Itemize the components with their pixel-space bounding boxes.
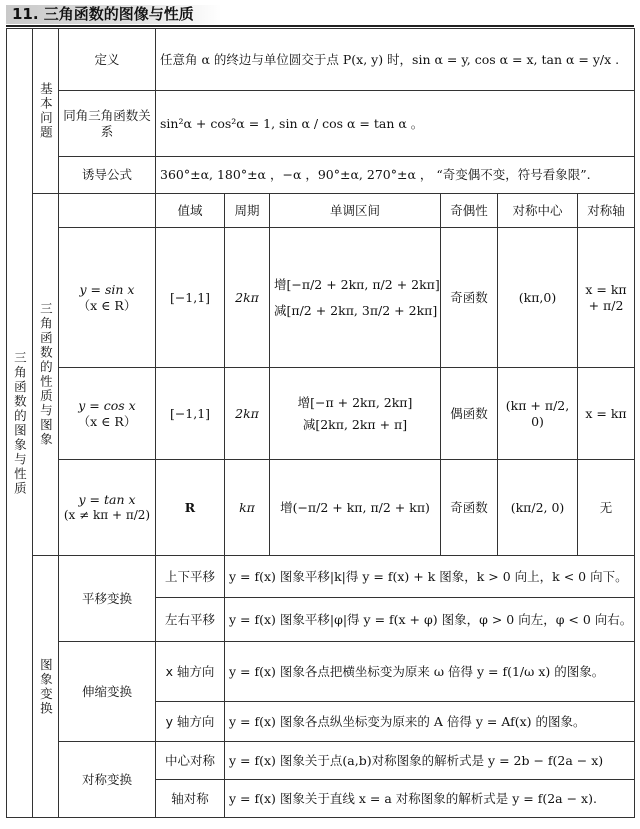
page-title: 11. 三角函数的图像与性质 <box>12 5 194 23</box>
transform-section-label: 图象变换 <box>33 556 59 818</box>
header-monotonic: 单调区间 <box>270 194 441 228</box>
cos-domain-text: （x ∈ R） <box>77 413 137 429</box>
horizontal-shift-label: 左右平移 <box>156 598 225 642</box>
sin-increasing: 增[−π/2 + 2kπ, π/2 + 2kπ] <box>274 276 440 292</box>
sin-center: (kπ,0) <box>498 228 578 368</box>
sin-func-text: y = sin x <box>79 281 135 297</box>
tan-range: R <box>156 460 225 556</box>
identity-label: 同角三角函数关系 <box>59 91 156 157</box>
header-blank <box>59 194 156 228</box>
sin-domain-text: （x ∈ R） <box>77 297 137 313</box>
center-symmetry-content: y = f(x) 图象关于点(a,b)对称图象的解析式是 y = 2b − f(2a − x) <box>225 742 635 780</box>
header-range: 值域 <box>156 194 225 228</box>
sin-range: [−1,1] <box>156 228 225 368</box>
identity-content: sin²α + cos²α = 1, sin α / cos α = tan α 。 <box>156 91 635 157</box>
sin-monotonic <box>270 228 441 368</box>
definition-label: 定义 <box>59 29 156 91</box>
axis-symmetry-label: 轴对称 <box>156 780 225 818</box>
x-scale-content: y = f(x) 图象各点把横坐标变为原来 ω 倍得 y = f(1/ω x) 的图象。 <box>225 642 635 702</box>
header-period: 周期 <box>225 194 270 228</box>
properties-section-label: 三角函数的性质与图象 <box>33 194 59 556</box>
cos-function <box>59 368 156 460</box>
basic-section-label: 基本问题 <box>33 29 59 194</box>
induction-label: 诱导公式 <box>59 157 156 194</box>
table-row <box>7 368 635 460</box>
tan-domain-text: (x ≠ kπ + π/2) <box>63 507 151 522</box>
tan-axis: 无 <box>578 460 635 556</box>
cos-monotonic <box>270 368 441 460</box>
vertical-shift-content: y = f(x) 图象平移|k|得 y = f(x) + k 图象，k > 0 向上，k < 0 向下。 <box>225 556 635 598</box>
axis-symmetry-content: y = f(x) 图象关于直线 x = a 对称图象的解析式是 y = f(2a − x). <box>225 780 635 818</box>
sin-axis: x = kπ + π/2 <box>578 228 635 368</box>
cos-period: 2kπ <box>225 368 270 460</box>
y-scale-content: y = f(x) 图象各点纵坐标变为原来的 A 倍得 y = Af(x) 的图象。 <box>225 702 635 742</box>
sin-parity: 奇函数 <box>441 228 498 368</box>
sin-decreasing: 减[π/2 + 2kπ, 3π/2 + 2kπ] <box>274 302 438 318</box>
table-row <box>7 460 635 556</box>
translation-label: 平移变换 <box>59 556 156 642</box>
vertical-shift-label: 上下平移 <box>156 556 225 598</box>
y-scale-label: y 轴方向 <box>156 702 225 742</box>
induction-content: 360°±α, 180°±α ，−α ，90°±α, 270°±α ， “奇变偶不变，符号看象限”. <box>156 157 635 194</box>
symmetry-label: 对称变换 <box>59 742 156 818</box>
horizontal-shift-content: y = f(x) 图象平移|φ|得 y = f(x + φ) 图象，φ > 0 向左，φ < 0 向右。 <box>225 598 635 642</box>
cos-increasing: 增[−π + 2kπ, 2kπ] <box>297 394 413 410</box>
title-underline <box>6 25 634 27</box>
tan-monotonic: 增(−π/2 + kπ, π/2 + kπ) <box>270 460 441 556</box>
sin-function <box>59 228 156 368</box>
table-row <box>7 228 635 368</box>
title-block <box>6 3 634 25</box>
tan-period: kπ <box>225 460 270 556</box>
header-axis: 对称轴 <box>578 194 635 228</box>
definition-content: 任意角 α 的终边与单位圆交于点 P(x, y) 时，sin α = y, cos α = x, tan α = y/x . <box>156 29 635 91</box>
tan-parity: 奇函数 <box>441 460 498 556</box>
cos-axis: x = kπ <box>578 368 635 460</box>
cos-func-text: y = cos x <box>78 397 136 413</box>
outer-section-label: 三角函数的图象与性质 <box>7 29 33 818</box>
x-scale-label: x 轴方向 <box>156 642 225 702</box>
scaling-label: 伸缩变换 <box>59 642 156 742</box>
header-parity: 奇偶性 <box>441 194 498 228</box>
tan-func-text: y = tan x <box>78 492 136 508</box>
cos-decreasing: 减[2kπ, 2kπ + π] <box>302 416 408 432</box>
cos-range: [−1,1] <box>156 368 225 460</box>
cos-parity: 偶函数 <box>441 368 498 460</box>
tan-function <box>59 460 156 556</box>
header-center: 对称中心 <box>498 194 578 228</box>
tan-center: (kπ/2, 0) <box>498 460 578 556</box>
sin-period: 2kπ <box>225 228 270 368</box>
trig-table <box>6 28 635 818</box>
cos-center: (kπ + π/2, 0) <box>498 368 578 460</box>
center-symmetry-label: 中心对称 <box>156 742 225 780</box>
